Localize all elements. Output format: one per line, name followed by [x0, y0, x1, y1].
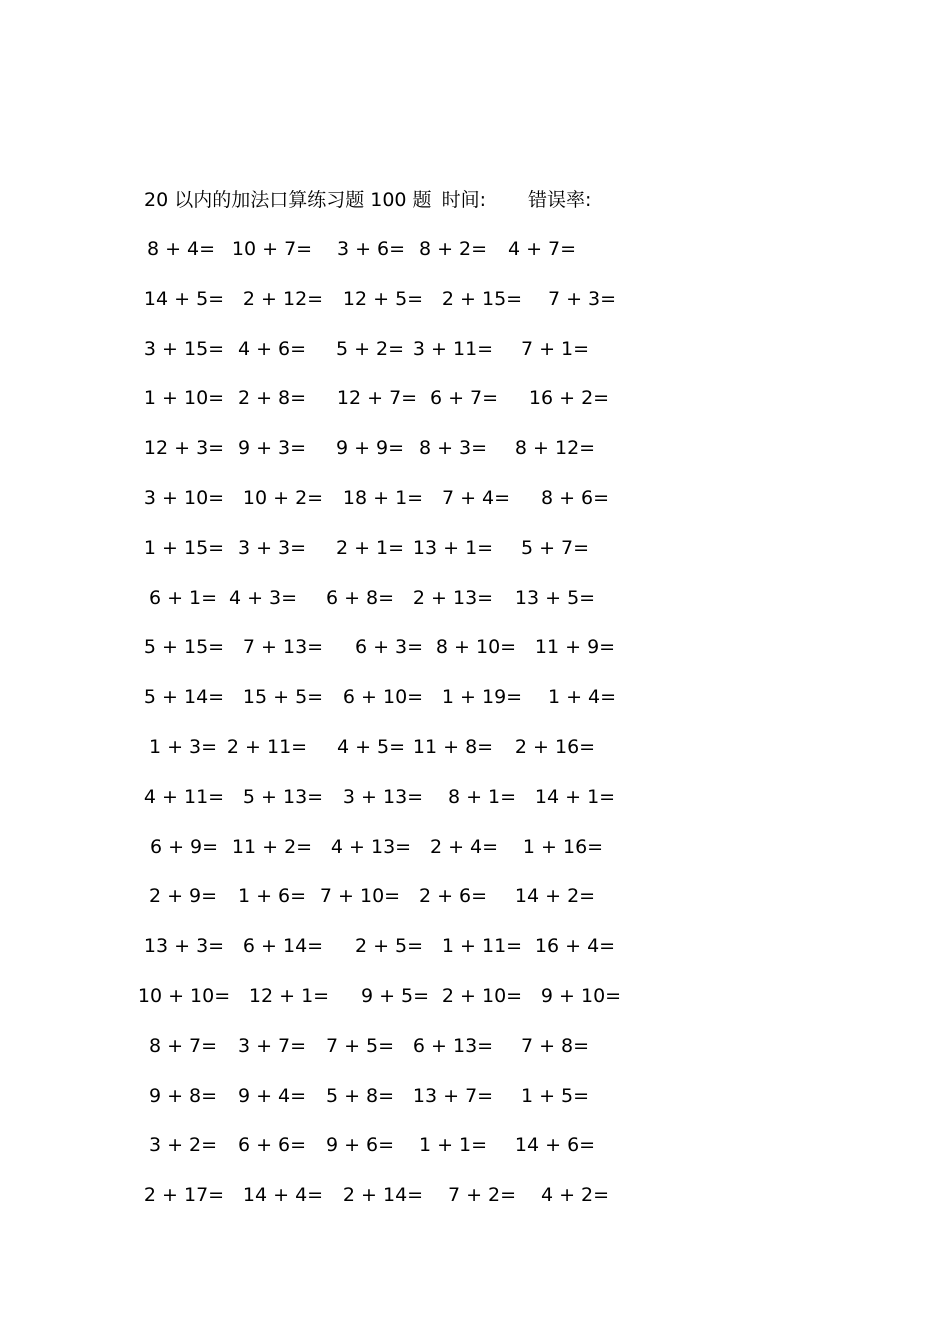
problem-item: 11 + 9=: [534, 636, 616, 659]
problem-item: 8 + 7=: [148, 1034, 218, 1057]
problem-item: 1 + 6=: [237, 885, 307, 908]
problem-row: [144, 1033, 634, 1083]
problem-item: 1 + 11=: [441, 935, 523, 958]
problem-item: 8 + 10=: [435, 636, 517, 659]
problem-item: 8 + 3=: [418, 437, 488, 460]
problem-row: [144, 435, 634, 485]
problem-item: 16 + 4=: [534, 935, 616, 958]
problem-item: 5 + 2=: [335, 337, 405, 360]
problem-item: 14 + 1=: [534, 785, 616, 808]
problem-item: 5 + 15=: [143, 636, 225, 659]
problem-item: 10 + 7=: [231, 238, 313, 260]
problem-item: 7 + 1=: [520, 337, 590, 360]
problem-item: 9 + 5=: [360, 984, 430, 1007]
problem-item: 3 + 6=: [336, 238, 406, 260]
error-rate-label: 错误率:: [527, 189, 592, 211]
problem-item: 12 + 5=: [342, 287, 424, 310]
problem-item: 3 + 11=: [412, 337, 494, 360]
problem-item: 6 + 1=: [148, 586, 218, 609]
problem-item: 2 + 16=: [514, 735, 596, 758]
problem-item: 7 + 2=: [447, 1184, 517, 1207]
problem-item: 3 + 15=: [143, 337, 225, 360]
problem-item: 4 + 6=: [237, 337, 307, 360]
problem-item: 3 + 10=: [143, 486, 225, 509]
problem-item: 2 + 10=: [441, 984, 523, 1007]
problem-item: 14 + 6=: [514, 1134, 596, 1157]
problem-item: 7 + 13=: [242, 636, 324, 659]
problem-item: 2 + 11=: [226, 735, 308, 758]
problem-item: 6 + 10=: [342, 686, 424, 709]
problem-item: 1 + 3=: [148, 735, 218, 758]
problem-row: [144, 734, 634, 784]
problem-item: 13 + 7=: [412, 1084, 494, 1107]
problem-item: 2 + 14=: [342, 1184, 424, 1207]
problem-item: 13 + 3=: [143, 935, 225, 958]
problem-item: 6 + 8=: [325, 586, 395, 609]
problem-item: 4 + 3=: [228, 586, 298, 609]
problem-item: 4 + 2=: [540, 1184, 610, 1207]
worksheet-header: [144, 186, 591, 214]
problem-item: 9 + 4=: [237, 1084, 307, 1107]
problem-item: 7 + 5=: [325, 1034, 395, 1057]
problem-item: 8 + 12=: [514, 437, 596, 460]
problem-item: 7 + 8=: [520, 1034, 590, 1057]
problem-item: 4 + 5=: [336, 735, 406, 758]
problem-row: [144, 485, 634, 535]
problem-item: 13 + 1=: [412, 536, 494, 559]
problem-item: 5 + 13=: [242, 785, 324, 808]
problem-row: [144, 336, 634, 386]
problem-item: 2 + 4=: [429, 835, 499, 858]
problem-row: [144, 385, 634, 435]
problem-row: [137, 983, 634, 1033]
problem-item: 3 + 2=: [148, 1134, 218, 1157]
problem-item: 1 + 15=: [143, 536, 225, 559]
problem-row: [144, 933, 634, 983]
problem-row: [144, 1182, 634, 1232]
worksheet-title: 20 以内的加法口算练习题 100 题: [144, 189, 432, 211]
problem-item: 14 + 5=: [143, 287, 225, 310]
problem-item: 14 + 4=: [242, 1184, 324, 1207]
problem-item: 4 + 11=: [143, 785, 225, 808]
problem-row: [144, 834, 634, 884]
problem-item: 7 + 4=: [441, 486, 511, 509]
problem-item: 3 + 7=: [237, 1034, 307, 1057]
problem-row: [144, 883, 634, 933]
problem-item: 8 + 2=: [418, 238, 488, 260]
problem-row: [144, 784, 634, 834]
problem-item: 13 + 5=: [514, 586, 596, 609]
problem-item: 6 + 3=: [354, 636, 424, 659]
problem-grid: [137, 236, 634, 1232]
problem-item: 8 + 4=: [146, 238, 216, 260]
problem-row: [144, 1132, 634, 1182]
problem-item: 8 + 1=: [447, 785, 517, 808]
problem-item: 5 + 14=: [143, 686, 225, 709]
problem-item: 6 + 7=: [429, 387, 499, 410]
problem-item: 12 + 7=: [336, 387, 418, 410]
problem-item: 16 + 2=: [528, 387, 610, 410]
problem-item: 9 + 3=: [237, 437, 307, 460]
problem-item: 6 + 14=: [242, 935, 324, 958]
problem-item: 2 + 8=: [237, 387, 307, 410]
problem-item: 2 + 17=: [143, 1184, 225, 1207]
problem-item: 6 + 13=: [412, 1034, 494, 1057]
problem-item: 2 + 1=: [335, 536, 405, 559]
problem-item: 1 + 1=: [418, 1134, 488, 1157]
problem-row: [144, 634, 634, 684]
problem-item: 14 + 2=: [514, 885, 596, 908]
problem-item: 2 + 15=: [441, 287, 523, 310]
problem-row: [144, 1083, 634, 1133]
problem-item: 6 + 9=: [149, 835, 219, 858]
problem-item: 5 + 7=: [520, 536, 590, 559]
problem-row: [144, 684, 634, 734]
problem-item: 9 + 10=: [540, 984, 622, 1007]
problem-row: [144, 236, 634, 286]
problem-row: [144, 286, 634, 336]
problem-item: 2 + 5=: [354, 935, 424, 958]
problem-item: 9 + 9=: [335, 437, 405, 460]
problem-item: 3 + 3=: [237, 536, 307, 559]
problem-item: 11 + 2=: [231, 835, 313, 858]
problem-item: 2 + 12=: [242, 287, 324, 310]
problem-item: 1 + 5=: [520, 1084, 590, 1107]
problem-item: 10 + 10=: [137, 984, 231, 1007]
problem-item: 1 + 16=: [522, 835, 604, 858]
problem-item: 12 + 1=: [248, 984, 330, 1007]
problem-item: 10 + 2=: [242, 486, 324, 509]
problem-item: 8 + 6=: [540, 486, 610, 509]
problem-item: 1 + 10=: [143, 387, 225, 410]
problem-item: 2 + 9=: [148, 885, 218, 908]
problem-item: 15 + 5=: [242, 686, 324, 709]
problem-item: 7 + 10=: [319, 885, 401, 908]
problem-row: [144, 535, 634, 585]
problem-item: 1 + 4=: [547, 686, 617, 709]
problem-item: 4 + 7=: [507, 238, 577, 260]
problem-item: 11 + 8=: [412, 735, 494, 758]
problem-item: 2 + 13=: [412, 586, 494, 609]
problem-item: 4 + 13=: [330, 835, 412, 858]
problem-item: 12 + 3=: [143, 437, 225, 460]
time-label: 时间:: [441, 189, 486, 211]
problem-item: 9 + 8=: [148, 1084, 218, 1107]
problem-item: 2 + 6=: [418, 885, 488, 908]
problem-item: 9 + 6=: [325, 1134, 395, 1157]
problem-item: 5 + 8=: [325, 1084, 395, 1107]
problem-item: 3 + 13=: [342, 785, 424, 808]
problem-item: 6 + 6=: [237, 1134, 307, 1157]
problem-item: 1 + 19=: [441, 686, 523, 709]
problem-item: 7 + 3=: [547, 287, 617, 310]
problem-item: 18 + 1=: [342, 486, 424, 509]
problem-row: [144, 585, 634, 635]
